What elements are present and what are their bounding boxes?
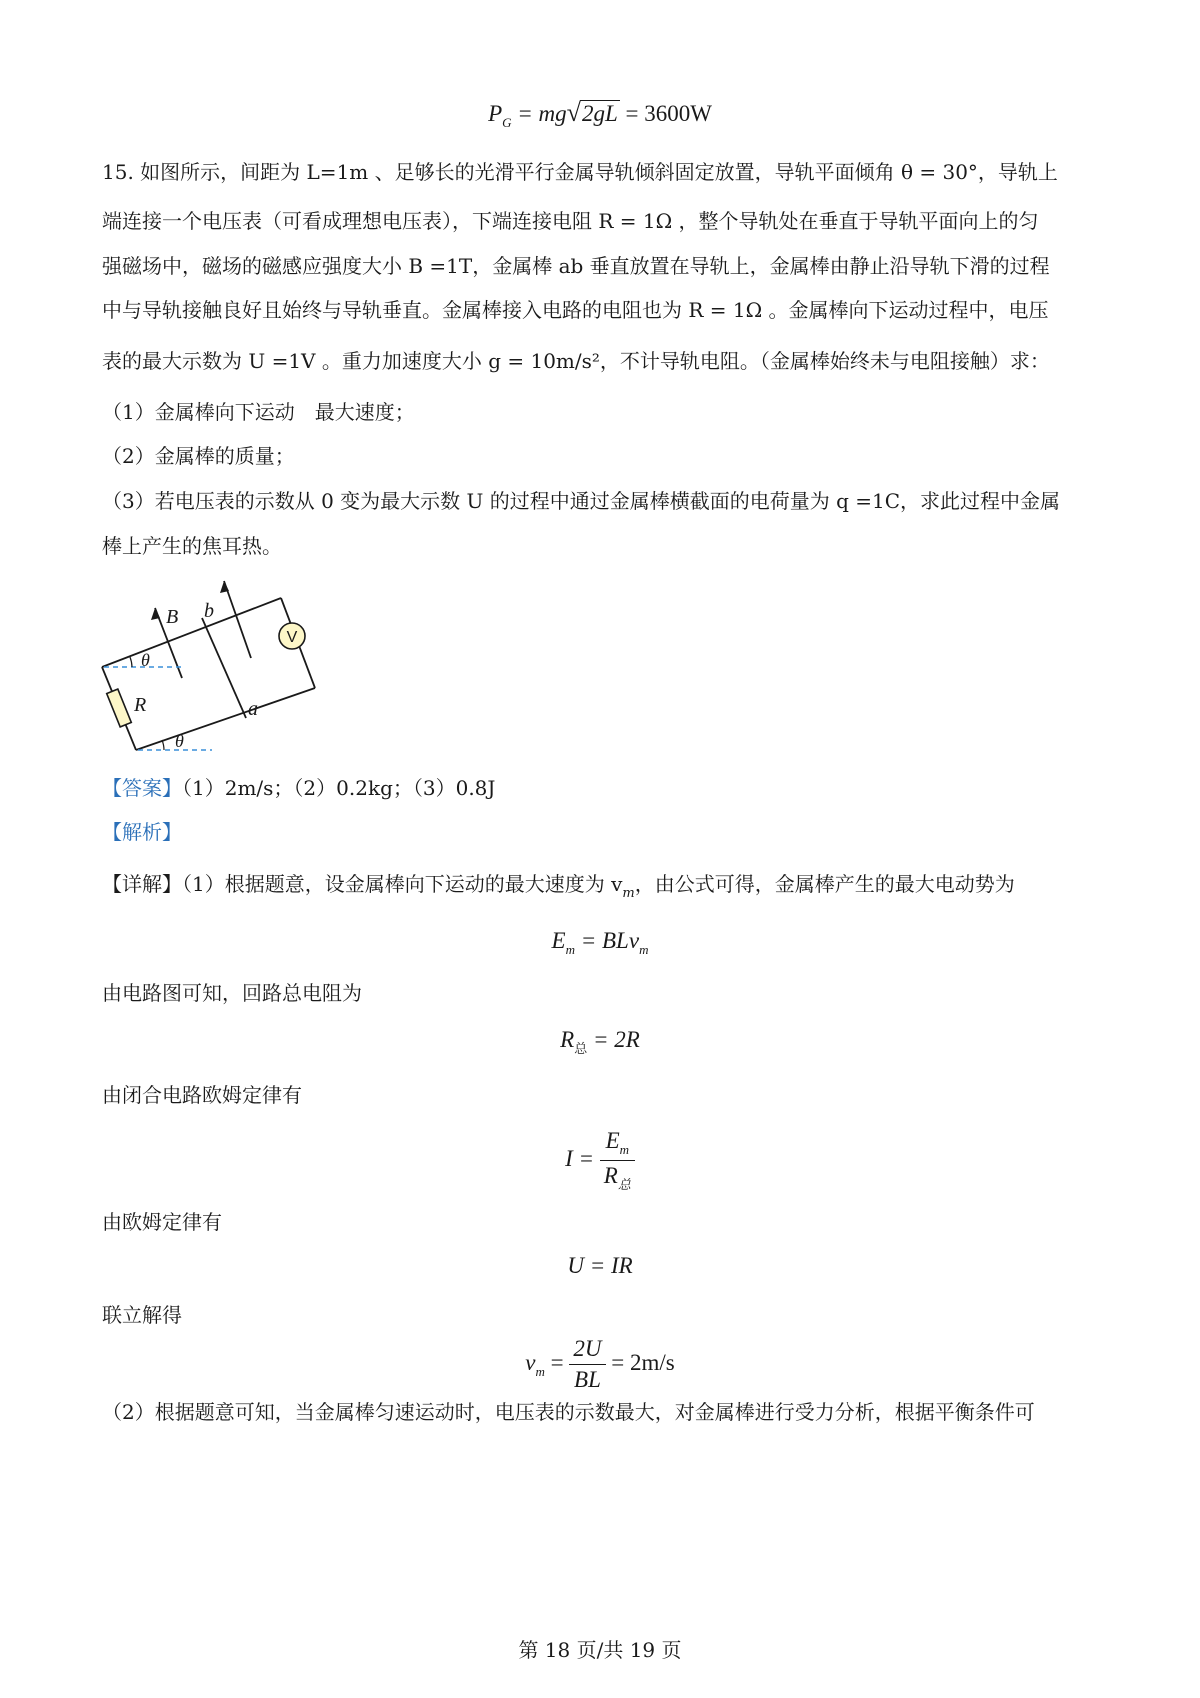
eq-current-den: R — [603, 1163, 618, 1188]
problem-text-1: 如图所示，间距为 L=1m 、足够长的光滑平行金属导轨倾斜固定放置，导轨平面倾角 θ = 30°，导轨上 — [140, 160, 1058, 184]
formula-rhs: = 3600W — [625, 101, 712, 126]
eq-max-velocity-lhs: v — [525, 1349, 536, 1375]
eq-current — [0, 1128, 1200, 1193]
eq-max-velocity-fraction — [569, 1336, 605, 1393]
question-3-line-1: （3）若电压表的示数从 0 变为最大示数 U 的过程中通过金属棒横截面的电荷量为 q =1C，求此过程中金属 — [102, 489, 1061, 513]
eq-total-resistance-rhs: = 2R — [593, 1027, 640, 1052]
answer-tag: 【答案】 — [102, 776, 182, 800]
arrowhead-1 — [151, 608, 160, 620]
problem-line-4: 中与导轨接触良好且始终与导轨垂直。金属棒接入电路的电阻也为 R = 1Ω 。金属棒向下运动过程中，电压 — [102, 298, 1049, 322]
detail-text-5: 联立解得 — [102, 1303, 182, 1327]
eq-total-resistance-lhs: R — [560, 1027, 575, 1052]
problem-number: 15. — [102, 160, 134, 184]
resistor — [107, 689, 132, 727]
answer-text: （1）2m/s；（2）0.2kg；（3）0.8J — [182, 776, 496, 800]
eq-emf-lhs-sub: m — [565, 942, 575, 957]
label-theta-top: θ — [141, 650, 150, 670]
metal-rod-ab — [202, 618, 246, 718]
label-a: a — [248, 698, 258, 720]
detail-tag: 【详解】 — [102, 872, 182, 896]
eq-max-velocity-rhs: = 2m/s — [611, 1349, 675, 1375]
eq-max-velocity-num: 2U — [569, 1336, 605, 1365]
eq-emf-rhs: = BLv — [580, 928, 640, 953]
label-B: B — [166, 606, 179, 628]
question-2: （2）金属棒的质量； — [102, 444, 295, 468]
circuit-diagram — [96, 570, 336, 760]
eq-current-num: E — [605, 1128, 620, 1153]
voltmeter-label: V — [286, 629, 298, 646]
eq-current-den-sub: 总 — [617, 1177, 631, 1192]
page-footer: 第 18 页/共 19 页 — [518, 1638, 682, 1662]
formula-gravity-power: $P_G = mg√2gL = 3600W$ — [488, 98, 712, 130]
detail-intro-sub: m — [622, 886, 635, 901]
formula-lhs-sub: G — [502, 115, 512, 130]
detail-text-6: （2）根据题意可知，当金属棒匀速运动时，电压表的示数最大，对金属棒进行受力分析，根据平衡条件可 — [102, 1400, 1035, 1424]
eq-current-lhs: I = — [565, 1145, 595, 1171]
eq-max-velocity-lhs-sub: m — [535, 1363, 545, 1379]
eq-emf — [0, 928, 1200, 958]
detail-intro-tail: ，由公式可得，金属棒产生的最大电动势为 — [634, 872, 1015, 896]
detail-text-3: 由闭合电路欧姆定律有 — [102, 1083, 302, 1107]
problem-line-5: 表的最大示数为 U =1V 。重力加速度大小 g = 10m/s²，不计导轨电阻。（金属棒始终未与电阻接触）求： — [102, 349, 1050, 373]
top-rail — [102, 598, 281, 667]
formula-mid: = mg — [517, 101, 567, 126]
label-b: b — [204, 600, 214, 622]
eq-current-num-sub: m — [619, 1142, 630, 1157]
eq-total-resistance — [0, 1027, 1200, 1057]
question-3-line-2: 棒上产生的焦耳热。 — [102, 534, 282, 558]
eq-emf-rhs-sub: m — [639, 942, 649, 957]
eq-current-fraction — [600, 1128, 635, 1193]
formula-radicand: 2gL — [581, 101, 618, 126]
problem-line-2: 端连接一个电压表（可看成理想电压表），下端连接电阻 R = 1Ω ，整个导轨处在垂直于导轨平面向上的匀 — [102, 209, 1039, 233]
eq-total-resistance-lhs-sub: 总 — [574, 1041, 588, 1056]
problem-line-3: 强磁场中，磁场的磁感应强度大小 B =1T，金属棒 ab 垂直放置在导轨上，金属棒由静止沿导轨下滑的过程 — [102, 254, 1050, 278]
detail-intro — [102, 864, 1015, 914]
b-field-arrow-2 — [224, 581, 251, 658]
arrowhead-2 — [220, 581, 229, 593]
answer-line — [102, 768, 495, 808]
question-1: （1）金属棒向下运动 最大速度； — [102, 400, 415, 424]
eq-max-velocity — [0, 1336, 1200, 1393]
problem-line-1 — [102, 152, 1058, 192]
eq-max-velocity-equals: = — [550, 1349, 564, 1375]
detail-text-4: 由欧姆定律有 — [102, 1210, 222, 1234]
eq-max-velocity-den: BL — [574, 1367, 601, 1392]
eq-emf-lhs: E — [551, 928, 566, 953]
label-R: R — [134, 694, 147, 716]
formula-lhs: P — [488, 101, 503, 126]
detail-intro-text: （1）根据题意，设金属棒向下运动的最大速度为 v — [182, 872, 623, 896]
analysis-tag: 【解析】 — [102, 820, 182, 844]
eq-ohm: U = IR — [567, 1253, 633, 1278]
label-theta-bottom: θ — [175, 731, 184, 751]
detail-text-2: 由电路图可知，回路总电阻为 — [102, 981, 362, 1005]
